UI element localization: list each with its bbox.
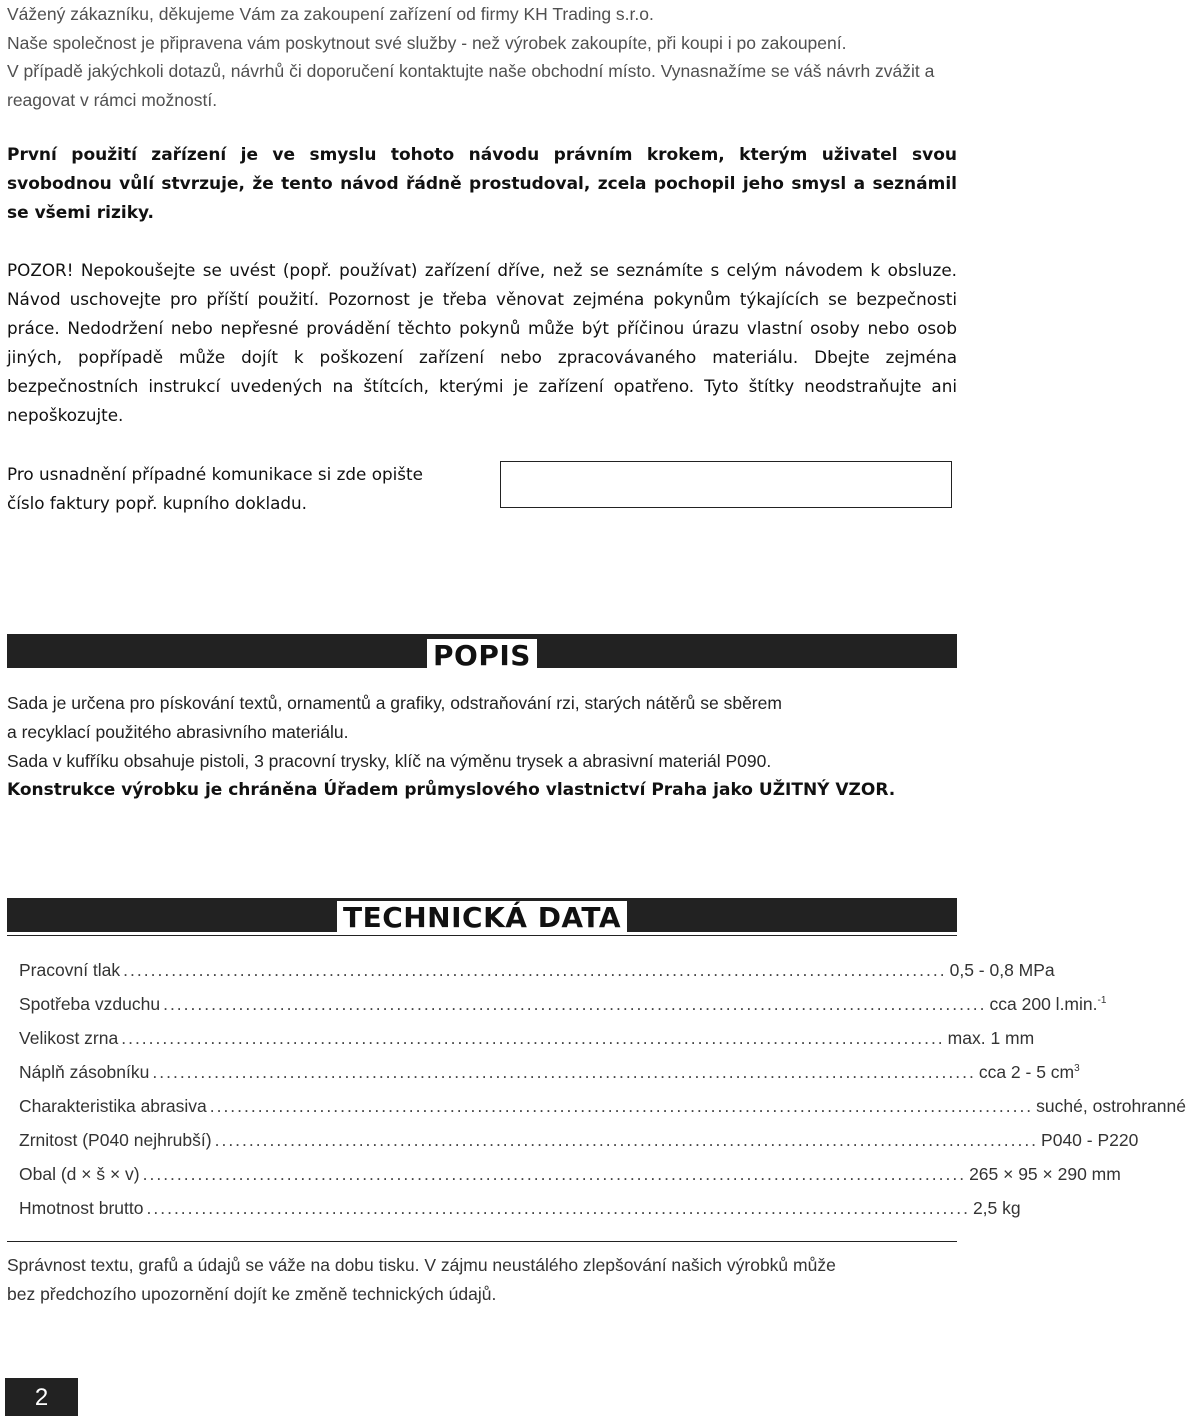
spec-row <box>19 1062 1080 1088</box>
invoice-number-box <box>500 461 952 508</box>
spec-row <box>19 1096 1186 1122</box>
dot-leader: ........................................................................................................................ <box>214 1130 1039 1150</box>
intro-block <box>7 0 957 114</box>
invoice-instruction-line1: Pro usnadnění případné komunikace si zde opište <box>7 464 423 484</box>
spec-value: P040 - P220 <box>1041 1130 1139 1150</box>
warning-text: POZOR! Nepokoušejte se uvést (popř. používat) zařízení dříve, než se seznámíte s celým návodem k obsluze. Návod uschovejte pro příští použití. Pozornost je třeba věnovat zejména pokynům týkajících se bezpečnosti práce. Nedodržení nebo nepřesné provádění těchto pokynů může být příčinou úrazu vlastní osoby nebo osob jiných, popřípadě může dojít k poškození zařízení nebo zpracovávaného materiálu. Dbejte zejména bezpečnostních instrukcí uvedených na štítcích, kterými je zařízení opatřeno. Tyto štítky neodstraňujte ani nepoškozujte. <box>7 260 957 425</box>
spec-value: max. 1 mm <box>947 1028 1035 1048</box>
utility-model-note: Konstrukce výrobku je chráněna Úřadem průmyslového vlastnictví Praha jako UŽITNÝ VZOR. <box>7 780 896 800</box>
spec-row <box>19 1130 1139 1156</box>
dot-leader: ........................................................................................................................ <box>146 1198 970 1218</box>
disclaimer <box>7 1251 957 1309</box>
dot-leader: ........................................................................................................................ <box>152 1062 976 1082</box>
legal-notice <box>7 141 957 228</box>
spec-row <box>19 1164 1121 1190</box>
spec-label: Náplň zásobníku <box>19 1062 150 1082</box>
disclaimer-line: bez předchozího upozornění dojít ke změně technických údajů. <box>7 1284 497 1304</box>
greeting-line: Vážený zákazníku, děkujeme Vám za zakoupení zařízení od firmy KH Trading s.r.o. <box>7 4 654 24</box>
disclaimer-line: Správnost textu, grafů a údajů se váže na dobu tisku. V zájmu neustálého zlepšování našich výrobků může <box>7 1255 836 1275</box>
spec-label: Zrnitost (P040 nejhrubší) <box>19 1130 212 1150</box>
spec-label: Hmotnost brutto <box>19 1198 144 1218</box>
service-line: Naše společnost je připravena vám poskytnout své služby - než výrobek zakoupíte, při koupi i po zakoupení. <box>7 32 847 53</box>
dot-leader: ........................................................................................................................ <box>121 1028 945 1048</box>
technical-heading <box>7 901 957 935</box>
spec-value: cca 200 l.min.$^{-1}$ <box>989 994 1107 1014</box>
spec-row <box>19 994 1107 1020</box>
spec-label: Charakteristika abrasiva <box>19 1096 207 1116</box>
spec-value: 2,5 kg <box>972 1198 1021 1218</box>
spec-label: Pracovní tlak <box>19 960 121 980</box>
spec-value: 265 × 95 × 290 mm <box>969 1164 1121 1184</box>
legal-notice-text: První použití zařízení je ve smyslu tohoto návodu právním krokem, kterým uživatel svou svobodnou vůlí stvrzuje, že tento návod řádně prostudoval, zcela pochopil jeho smysl a seznámil se všemi riziky. <box>7 145 957 223</box>
popis-line: Sada je určena pro pískování textů, ornamentů a grafiky, odstraňování rzi, starých nátěrů se sběrem <box>7 693 782 713</box>
dot-leader: ........................................................................................................................ <box>142 1164 967 1184</box>
dot-leader: ........................................................................................................................ <box>123 960 947 980</box>
spec-row <box>19 1028 1035 1054</box>
popis-heading <box>7 639 957 673</box>
spec-value: cca 2 - 5 $cm^3$ <box>978 1062 1080 1082</box>
dot-leader: ........................................................................................................................ <box>163 994 987 1014</box>
technical-data-table <box>7 935 1186 1242</box>
spec-label: Obal (d × š × v) <box>19 1164 140 1184</box>
popis-heading-text: POPIS <box>427 639 537 672</box>
invoice-instruction-line2: číslo faktury popř. kupního dokladu. <box>7 493 308 513</box>
popis-line: Sada v kufříku obsahuje pistoli, 3 pracovní trysky, klíč na výměnu trysek a abrasivní materiál P090. <box>7 751 772 771</box>
dot-leader: ........................................................................................................................ <box>209 1096 1034 1116</box>
popis-description <box>7 689 957 805</box>
popis-line: a recyklací použitého abrasivního materiálu. <box>7 722 349 742</box>
spec-value: 0,5 - 0,8 MPa <box>949 960 1055 980</box>
spec-label: Spotřeba vzduchu <box>19 994 161 1014</box>
contact-line: V případě jakýchkoli dotazů, návrhů či doporučení kontaktujte naše obchodní místo. Vynasnažíme se váš návrh zvážit a reagovat v rámci možností. <box>7 61 935 110</box>
page-number: 2 <box>5 1378 78 1416</box>
spec-row <box>19 960 1055 986</box>
technical-heading-text: TECHNICKÁ DATA <box>337 901 627 934</box>
spec-value: suché, ostrohranné <box>1036 1096 1186 1116</box>
spec-row <box>19 1198 1021 1224</box>
invoice-instruction <box>7 460 487 518</box>
spec-label: Velikost zrna <box>19 1028 119 1048</box>
warning-block <box>7 256 957 430</box>
